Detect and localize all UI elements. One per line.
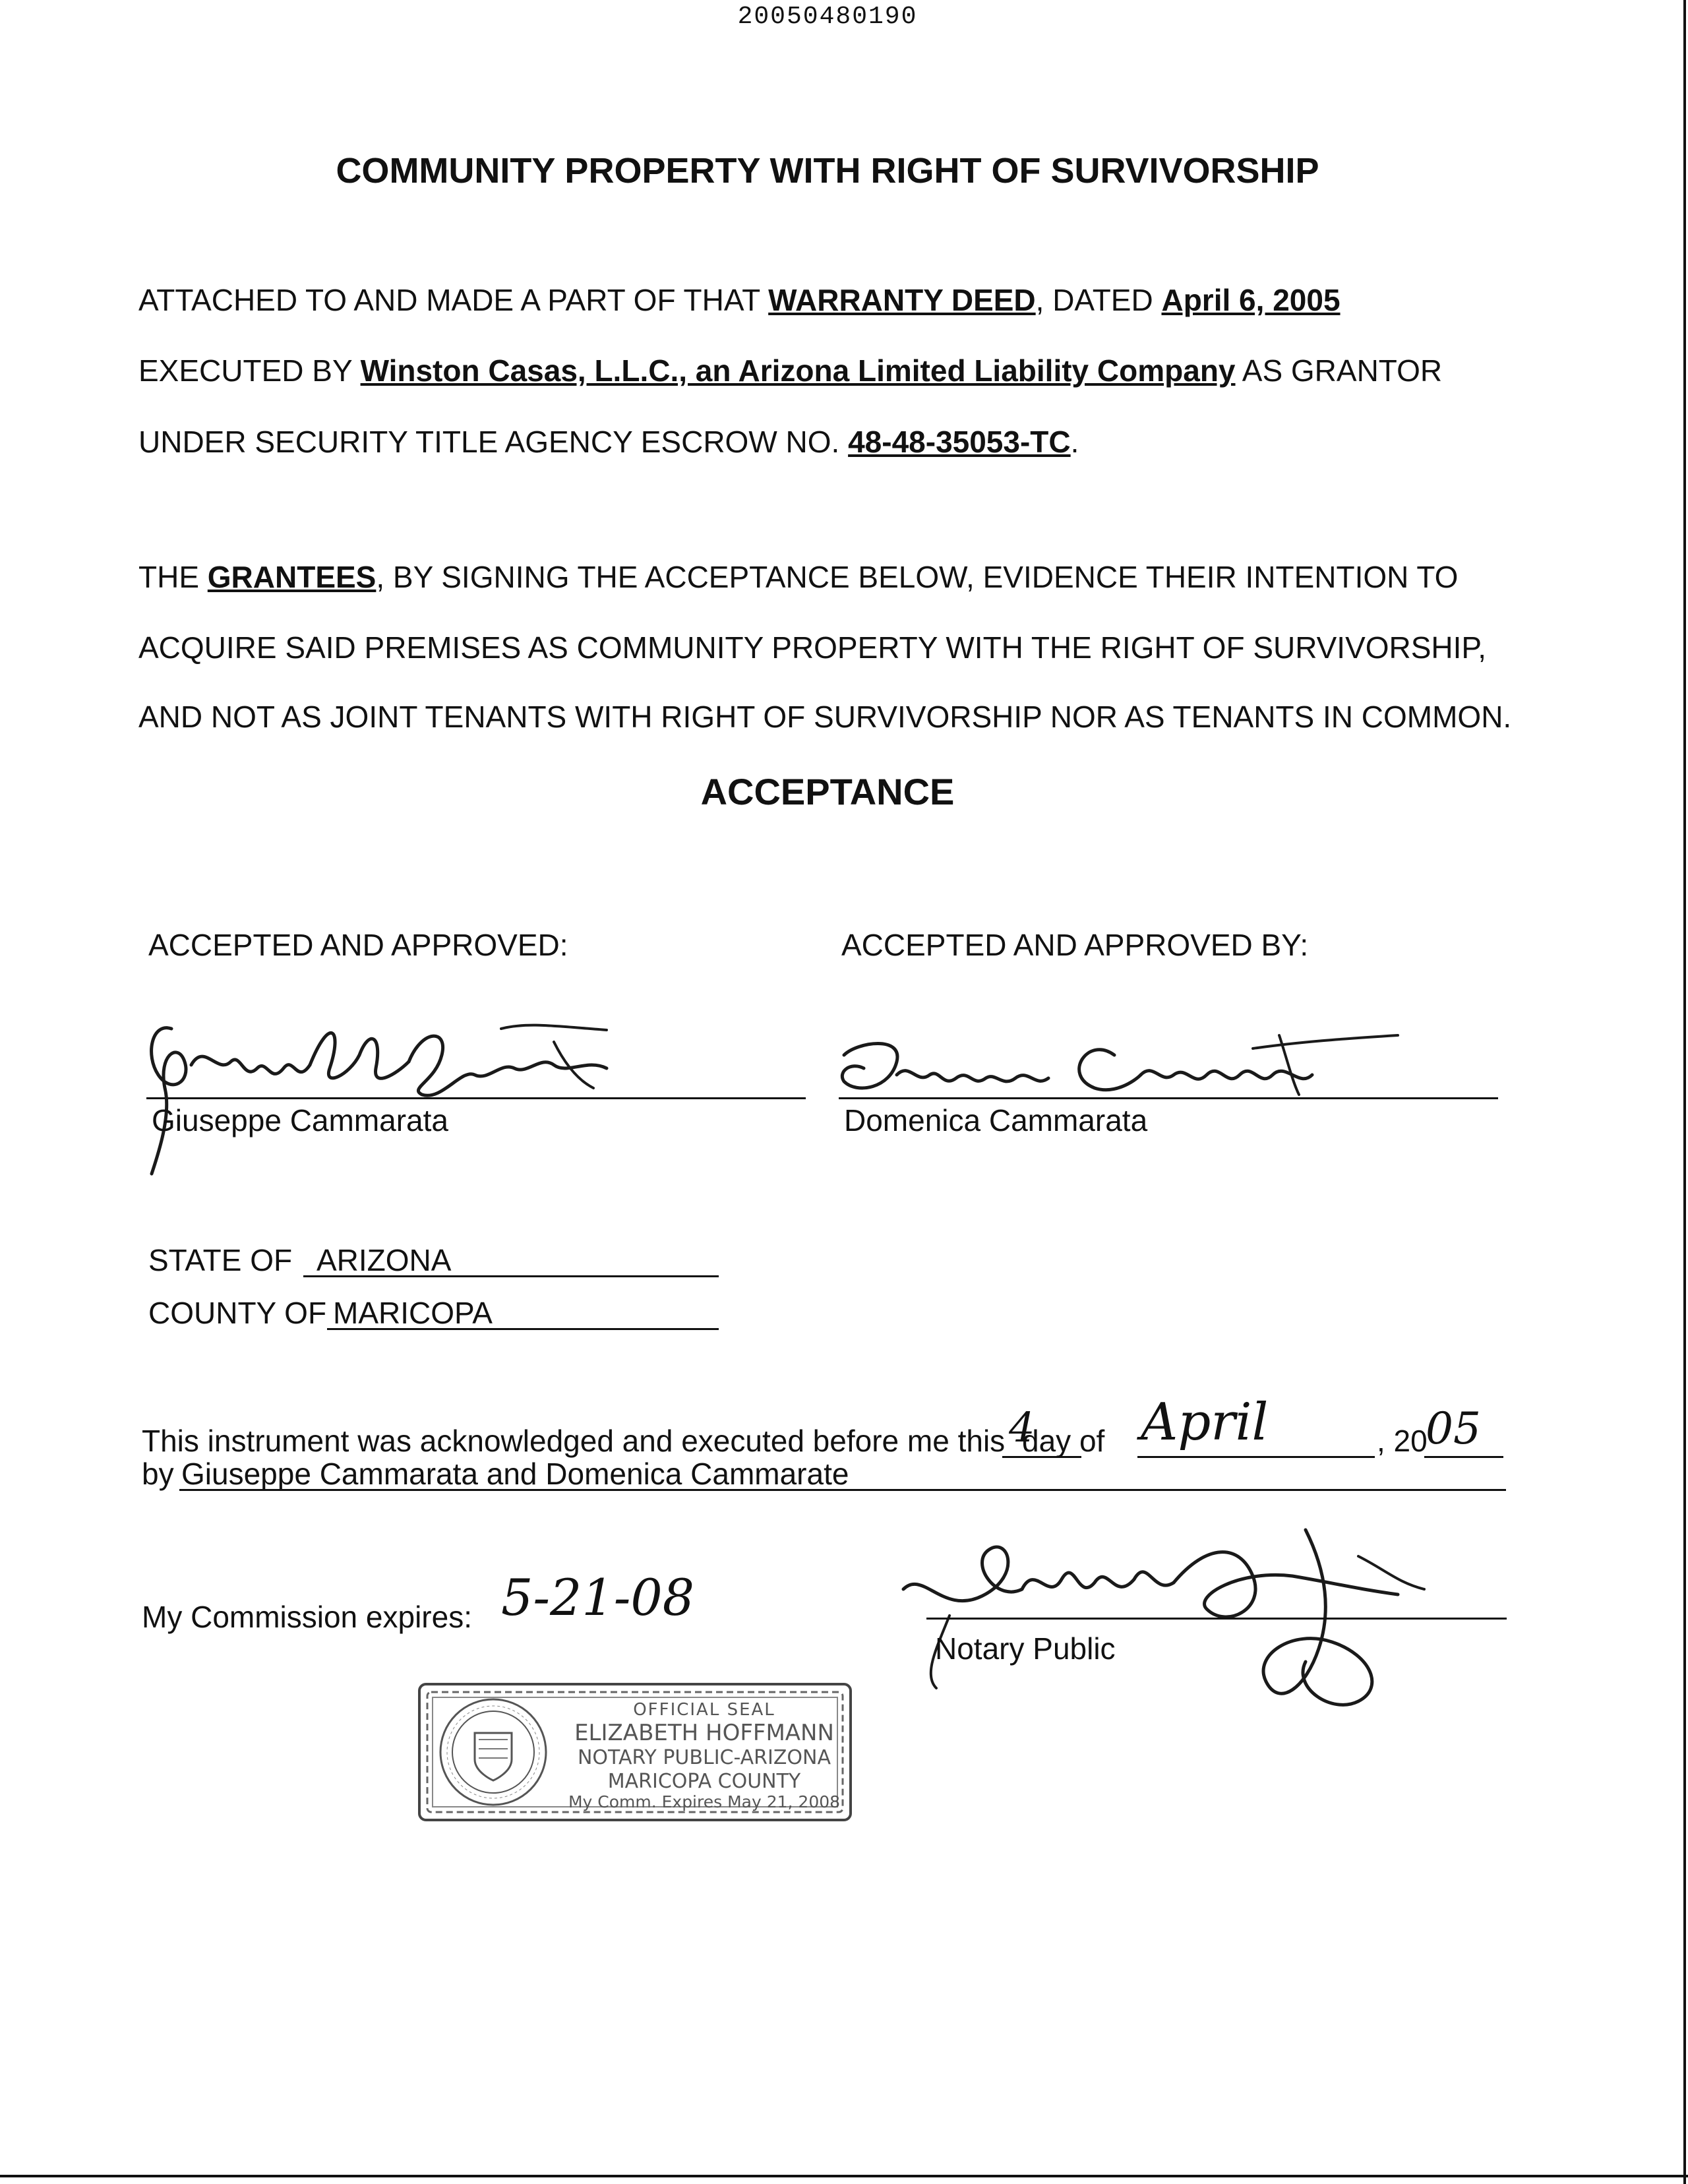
left-signatory-name: Giuseppe Cammarata	[152, 1103, 448, 1138]
signature-giuseppe	[132, 1002, 633, 1180]
deed-date: April 6, 2005	[1161, 283, 1341, 317]
commission-label: My Commission expires:	[142, 1600, 472, 1634]
handwritten-day: 4	[1009, 1403, 1035, 1451]
attachment-line-2: EXECUTED BY Winston Casas, L.L.C., an Arizona Limited Liability Company AS GRANTOR	[138, 353, 1443, 388]
intent-line-2: ACQUIRE SAID PREMISES AS COMMUNITY PROPERTY WITH THE RIGHT OF SURVIVORSHIP,	[138, 630, 1486, 665]
handwritten-month: April	[1141, 1393, 1269, 1452]
notary-seal	[415, 1680, 855, 1824]
parties-line	[179, 1489, 1506, 1491]
handwritten-year: 05	[1426, 1403, 1481, 1454]
document-title: COMMUNITY PROPERTY WITH RIGHT OF SURVIVORSHIP	[336, 151, 1319, 191]
grantor-name: Winston Casas, L.L.C., an Arizona Limited Liability Company	[360, 353, 1236, 388]
seal-line-5: My Comm. Expires May 21, 2008	[568, 1792, 841, 1811]
county-label: COUNTY OF	[148, 1296, 327, 1330]
state-value: ARIZONA	[316, 1243, 452, 1277]
year-line	[1424, 1456, 1503, 1458]
state-line	[303, 1275, 719, 1277]
attachment-line-1: ATTACHED TO AND MADE A PART OF THAT WARRANTY DEED, DATED April 6, 2005	[138, 283, 1341, 317]
left-accept-label: ACCEPTED AND APPROVED:	[148, 928, 568, 962]
day-of-label: day of	[1022, 1424, 1105, 1458]
by-label: by	[142, 1457, 174, 1491]
state-label: STATE OF	[148, 1243, 293, 1277]
month-line	[1137, 1456, 1375, 1458]
acceptance-heading: ACCEPTANCE	[700, 771, 955, 812]
recording-number: 20050480190	[737, 3, 918, 31]
deed-type: WARRANTY DEED	[768, 283, 1036, 317]
intent-line-3: AND NOT AS JOINT TENANTS WITH RIGHT OF SURVIVORSHIP NOR AS TENANTS IN COMMON.	[138, 700, 1512, 734]
county-value: MARICOPA	[333, 1296, 493, 1330]
right-border	[1683, 0, 1686, 2184]
notary-label: Notary Public	[935, 1631, 1116, 1666]
seal-line-3: NOTARY PUBLIC-ARIZONA	[577, 1746, 831, 1769]
seal-line-2: ELIZABETH HOFFMANN	[574, 1720, 834, 1746]
right-accept-label: ACCEPTED AND APPROVED BY:	[841, 928, 1309, 962]
right-signatory-name: Domenica Cammarata	[844, 1103, 1148, 1138]
year-prefix: , 20	[1377, 1424, 1428, 1458]
acknowledged-parties: Giuseppe Cammarata and Domenica Cammarate	[181, 1457, 849, 1491]
notary-signature-line	[926, 1618, 1507, 1620]
attachment-line-3: UNDER SECURITY TITLE AGENCY ESCROW NO. 48-48-35053-TC.	[138, 425, 1079, 459]
escrow-number: 48-48-35053-TC	[848, 425, 1071, 459]
handwritten-commission-date: 5-21-08	[501, 1568, 695, 1627]
grantees-label: GRANTEES	[207, 560, 377, 594]
seal-line-1: OFFICIAL SEAL	[633, 1700, 775, 1720]
seal-line-4: MARICOPA COUNTY	[607, 1770, 801, 1793]
county-line	[327, 1328, 719, 1330]
bottom-border	[0, 2175, 1688, 2177]
signature-domenica	[824, 1022, 1418, 1114]
acknowledgment-text: This instrument was acknowledged and executed before me this	[142, 1424, 1006, 1458]
intent-line-1: THE GRANTEES, BY SIGNING THE ACCEPTANCE BELOW, EVIDENCE THEIR INTENTION TO	[138, 560, 1459, 594]
